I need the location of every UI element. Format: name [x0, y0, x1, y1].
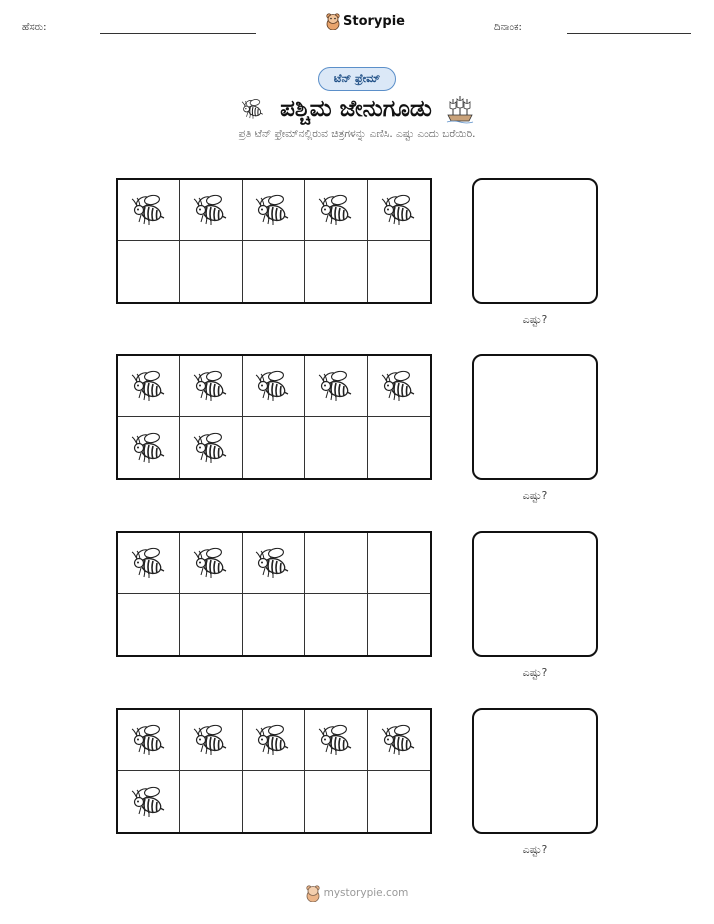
frame-cell [243, 533, 305, 594]
answer-box-4[interactable] [472, 708, 598, 834]
bee-icon [253, 543, 293, 583]
bee-icon [316, 190, 356, 230]
bee-icon [379, 366, 419, 406]
bee-icon [253, 366, 293, 406]
frame-cell [180, 180, 242, 241]
bee-icon [129, 720, 169, 760]
footer-site: mystorypie.com [323, 887, 409, 899]
frame-cell [368, 533, 430, 594]
ten-frame-badge: ಟೆನ್ ಫ್ರೇಮ್ [318, 67, 396, 91]
storypie-mascot-icon [326, 12, 340, 30]
bee-icon [191, 428, 231, 468]
ship-icon [446, 94, 474, 124]
frame-cell [180, 533, 242, 594]
frame-cell [180, 771, 242, 832]
frame-cell [118, 417, 180, 478]
storypie-mascot-icon [306, 884, 320, 902]
bee-icon [129, 428, 169, 468]
bee-icon [129, 782, 169, 822]
name-line[interactable] [100, 33, 256, 34]
frame-cell [180, 417, 242, 478]
bee-icon [240, 96, 266, 122]
frame-cell [305, 241, 367, 302]
frame-cell [180, 356, 242, 417]
frame-cell [368, 180, 430, 241]
frame-cell [243, 594, 305, 655]
frame-cell [118, 710, 180, 771]
frame-cell [368, 771, 430, 832]
answer-box-2[interactable] [472, 354, 598, 480]
bee-icon [316, 366, 356, 406]
date-line[interactable] [567, 33, 691, 34]
frame-cell [180, 241, 242, 302]
frame-cell [180, 594, 242, 655]
frame-cell [243, 241, 305, 302]
frame-cell [243, 417, 305, 478]
frame-cell [118, 356, 180, 417]
how-many-label-3: ಎಷ್ಟು? [522, 666, 548, 679]
frame-cell [180, 710, 242, 771]
frame-cell [368, 417, 430, 478]
frame-cell [305, 356, 367, 417]
frame-cell [305, 710, 367, 771]
footer [0, 884, 714, 902]
bee-icon [129, 190, 169, 230]
bee-icon [129, 366, 169, 406]
frame-cell [368, 356, 430, 417]
storypie-logo [326, 12, 405, 30]
frame-cell [305, 180, 367, 241]
how-many-label-2: ಎಷ್ಟು? [522, 489, 548, 502]
frame-cell [305, 417, 367, 478]
bee-icon [129, 543, 169, 583]
bee-icon [191, 720, 231, 760]
frame-cell [368, 241, 430, 302]
ten-frame-4 [116, 708, 432, 834]
bee-icon [191, 190, 231, 230]
bee-icon [253, 720, 293, 760]
frame-cell [368, 710, 430, 771]
instructions: ಪ್ರತಿ ಟೆನ್ ಫ್ರೇಮ್‌ನಲ್ಲಿರುವ ಚಿತ್ರಗಳನ್ನು ಎಣಿಸಿ. ಎಷ್ಟು ಎಂದು ಬರೆಯಿರಿ. [238, 128, 476, 140]
bee-icon [379, 720, 419, 760]
frame-cell [305, 594, 367, 655]
bee-icon [253, 190, 293, 230]
ten-frame-3 [116, 531, 432, 657]
frame-cell [305, 533, 367, 594]
frame-cell [243, 710, 305, 771]
how-many-label-4: ಎಷ್ಟು? [522, 843, 548, 856]
frame-cell [118, 594, 180, 655]
frame-cell [118, 180, 180, 241]
page-title: ಪಶ್ಚಿಮ ಜೇನುಗೂಡು [280, 96, 432, 122]
frame-cell [243, 771, 305, 832]
how-many-label-1: ಎಷ್ಟು? [522, 313, 548, 326]
bee-icon [191, 366, 231, 406]
name-label: ಹೆಸರು: [22, 22, 47, 33]
frame-cell [118, 241, 180, 302]
frame-cell [243, 180, 305, 241]
frame-cell [118, 771, 180, 832]
answer-box-3[interactable] [472, 531, 598, 657]
bee-icon [379, 190, 419, 230]
bee-icon [191, 543, 231, 583]
frame-cell [118, 533, 180, 594]
frame-cell [368, 594, 430, 655]
brand-name: Storypie [343, 13, 405, 29]
ten-frame-1 [116, 178, 432, 304]
title-row [0, 94, 714, 124]
bee-icon [316, 720, 356, 760]
frame-cell [243, 356, 305, 417]
date-label: ದಿನಾಂಕ: [494, 22, 522, 33]
ten-frame-2 [116, 354, 432, 480]
answer-box-1[interactable] [472, 178, 598, 304]
frame-cell [305, 771, 367, 832]
